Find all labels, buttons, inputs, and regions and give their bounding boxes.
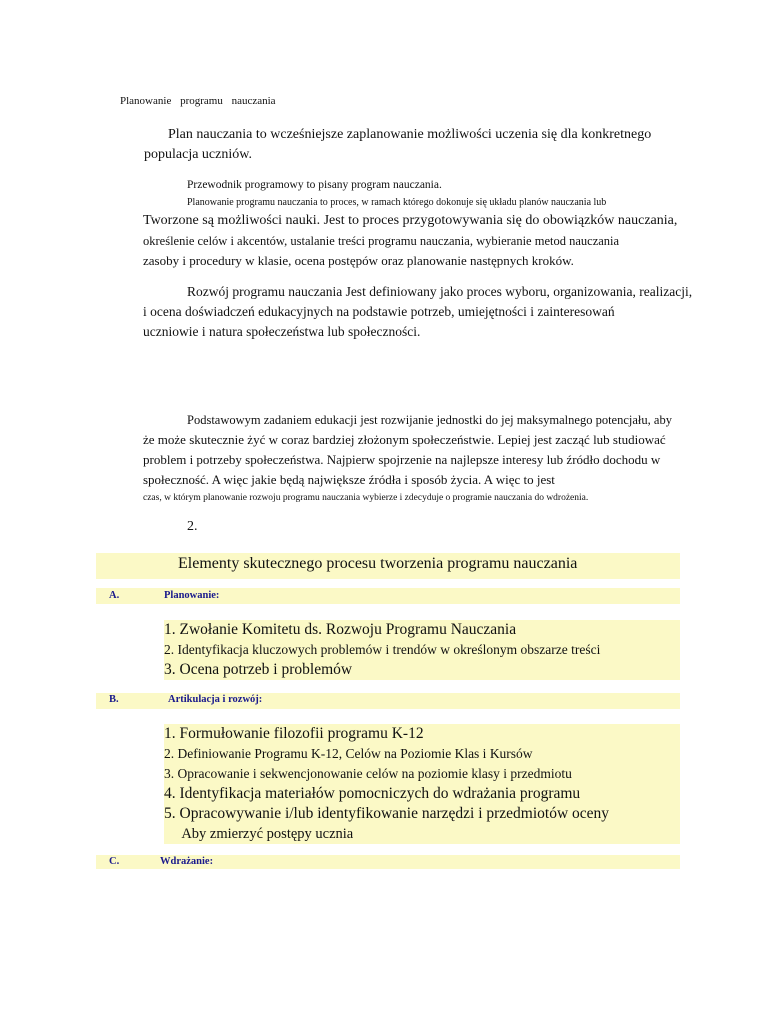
section-b-list bbox=[164, 724, 680, 844]
para4-line-2: że może skutecznie żyć w coraz bardziej złożonym społeczeństwie. Lepiej jest zacząć lub studiować bbox=[143, 432, 666, 447]
para2-line-2: Planowanie programu nauczania to proces, w ramach którego dokonuje się układu planów nauczania lub bbox=[187, 197, 607, 208]
section-b-item-2: 2. Definiowanie Programu K-12, Celów na Poziomie Klas i Kursów bbox=[164, 744, 680, 764]
intro-line-2: populacja uczniów. bbox=[144, 147, 252, 162]
section-b-item-4: 4. Identyfikacja materiałów pomocniczych do wdrażania programu bbox=[164, 784, 680, 804]
section-c-label: Wdrażanie: bbox=[160, 856, 214, 867]
section-b-item-1: 1. Formułowanie filozofii programu K-12 bbox=[164, 724, 680, 744]
paragraph-3 bbox=[143, 282, 692, 342]
para4-line-4: społeczność. A więc jakie będą największe źródła i sposób życia. A więc to jest bbox=[143, 472, 555, 487]
section-a-letter: A. bbox=[109, 590, 120, 601]
intro-paragraph bbox=[144, 125, 651, 165]
paragraph-2 bbox=[143, 176, 677, 271]
para3-line-2: i ocena doświadczeń edukacyjnych na podstawie potrzeb, umiejętności i zainteresowań bbox=[143, 304, 615, 319]
section-a-item-1: 1. Zwołanie Komitetu ds. Rozwoju Programu Nauczania bbox=[164, 620, 680, 640]
section-b-label: Artikulacja i rozwój: bbox=[168, 694, 263, 705]
section-b-item-5: 5. Opracowywanie i/lub identyfikowanie narzędzi i przedmiotów oceny bbox=[164, 804, 680, 824]
section-b-item-5-continuation: Aby zmierzyć postępy ucznia bbox=[164, 824, 680, 844]
para2-line-3: Tworzone są możliwości nauki. Jest to proces przygotowywania się do obowiązków nauczania, bbox=[143, 213, 678, 228]
section-a-list bbox=[164, 620, 680, 680]
document-title: Planowanie programu nauczania bbox=[120, 95, 276, 107]
para2-line-1: Przewodnik programowy to pisany program nauczania. bbox=[187, 179, 442, 191]
section-c-letter: C. bbox=[109, 856, 120, 867]
intro-line-1: Plan nauczania to wcześniejsze zaplanowanie możliwości uczenia się dla konkretnego bbox=[168, 127, 652, 142]
para2-line-4: określenie celów i akcentów, ustalanie treści programu nauczania, wybieranie metod nauczania bbox=[143, 234, 620, 248]
section-a-label: Planowanie: bbox=[164, 590, 220, 601]
para4-line-3: problem i potrzeby społeczeństwa. Najpierw spojrzenie na najlepsze interesy lub źródło dochodu w bbox=[143, 452, 661, 467]
section-b-letter: B. bbox=[109, 694, 119, 705]
section-a-item-3: 3. Ocena potrzeb i problemów bbox=[164, 660, 680, 680]
section-a-item-2: 2. Identyfikacja kluczowych problemów i trendów w określonym obszarze treści bbox=[164, 640, 680, 660]
para3-line-1: Rozwój programu nauczania Jest definiowany jako proces wyboru, organizowania, realizacji, bbox=[187, 284, 693, 299]
paragraph-4 bbox=[143, 410, 672, 506]
section-b-item-3: 3. Opracowanie i sekwencjonowanie celów na poziomie klasy i przedmiotu bbox=[164, 764, 680, 784]
para3-line-3: uczniowie i natura społeczeństwa lub społeczności. bbox=[143, 324, 421, 339]
page-number: 2. bbox=[187, 519, 198, 534]
elements-title: Elementy skutecznego procesu tworzenia programu nauczania bbox=[178, 555, 578, 572]
para4-line-1: Podstawowym zadaniem edukacji jest rozwijanie jednostki do jej maksymalnego potencjału, aby bbox=[187, 413, 672, 427]
para4-line-5: czas, w którym planowanie rozwoju programu nauczania wybierze i zdecyduje o programie nauczania do wdrożenia. bbox=[143, 493, 589, 503]
para2-line-5: zasoby i procedury w klasie, ocena postępów oraz planowanie następnych kroków. bbox=[143, 253, 574, 268]
